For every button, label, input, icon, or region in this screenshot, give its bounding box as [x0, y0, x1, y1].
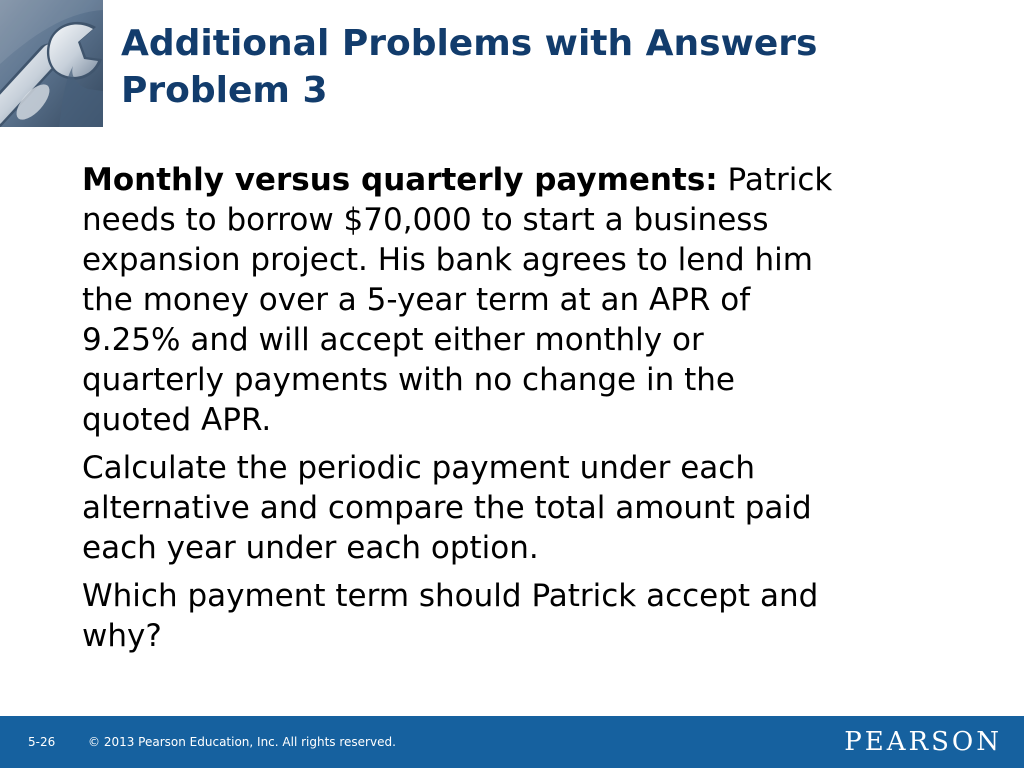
problem-paragraph-2-line-2: alternative and compare the total amount paid [82, 490, 812, 526]
problem-paragraph-1-line-2: needs to borrow $70,000 to start a business [82, 202, 769, 238]
problem-paragraph-2-line-1: Calculate the periodic payment under each [82, 450, 755, 486]
problem-paragraph-1 [82, 160, 982, 440]
problem-paragraph-2-line-3: each year under each option. [82, 530, 539, 566]
copyright-notice: © 2013 Pearson Education, Inc. All rights reserved. [88, 735, 396, 749]
slide-title [121, 20, 1011, 114]
problem-paragraph-1-line-3: expansion project. His bank agrees to lend him [82, 242, 813, 278]
problem-paragraph-3 [82, 576, 982, 656]
pearson-logo: PEARSON [844, 727, 1002, 757]
footer-bar [0, 716, 1024, 768]
problem-paragraph-3-line-2: why? [82, 618, 162, 654]
problem-paragraph-1-line-1 [82, 160, 982, 200]
problem-paragraph-1-line-7: quoted APR. [82, 402, 272, 438]
problem-paragraph-1-line-5: 9.25% and will accept either monthly or [82, 322, 704, 358]
problem-statement [82, 160, 982, 656]
problem-paragraph-3-line-1: Which payment term should Patrick accept and [82, 578, 819, 614]
wrench-icon [0, 0, 103, 127]
slide-title-line-1: Additional Problems with Answers [121, 23, 818, 64]
problem-paragraph-1-line-4: the money over a 5-year term at an APR of [82, 282, 751, 318]
slide-number: 5-26 [28, 735, 56, 749]
problem-lead: Monthly versus quarterly payments: [82, 162, 718, 198]
problem-paragraph-1-line-1-text: Patrick [717, 162, 833, 198]
slide-title-line-2: Problem 3 [121, 70, 328, 111]
problem-paragraph-1-line-6: quarterly payments with no change in the [82, 362, 735, 398]
problem-paragraph-2 [82, 448, 982, 568]
